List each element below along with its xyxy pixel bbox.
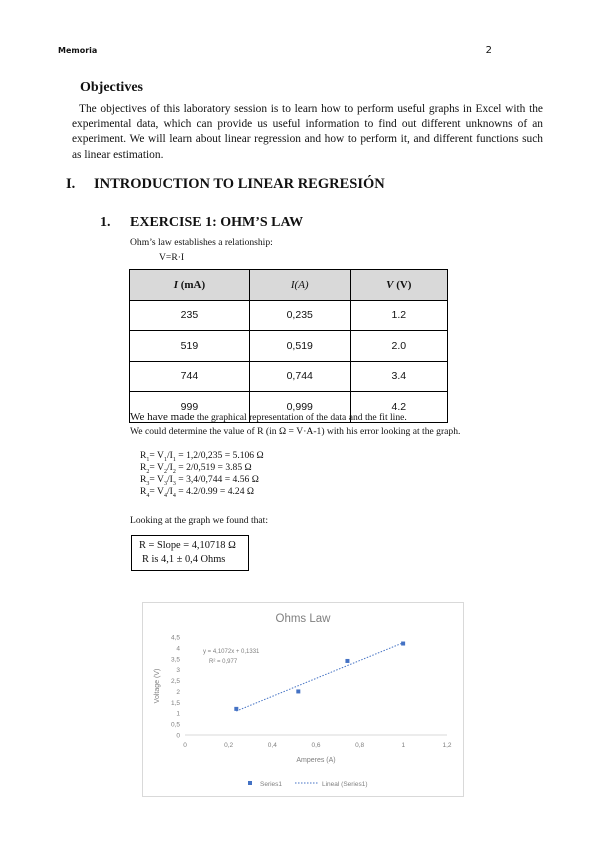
- data-table: [129, 269, 448, 423]
- legend-label-trendline: Lineal (Series1): [322, 781, 368, 788]
- y-tick-label: 2: [176, 688, 180, 696]
- data-point: [234, 707, 238, 711]
- y-axis-title: Voltage (V): [154, 668, 161, 704]
- x-tick-label: 1,2: [442, 742, 452, 749]
- trendline: [236, 643, 403, 711]
- table-cell: 519: [130, 331, 250, 362]
- resistance-calc-1: $R_1= V_1/I_1 = 1,2/0,235 = 5.106$ Ω: [140, 450, 264, 463]
- result-slope: R = Slope = 4,10718 Ω: [139, 540, 236, 551]
- ohms-formula: V=R·I: [159, 252, 185, 263]
- x-tick-label: 0,6: [311, 742, 321, 749]
- resistance-calc-3: $R_3= V_3/I_3 = 3,4/0,744 = 4.56$ Ω: [140, 474, 259, 487]
- y-tick-label: 3,5: [170, 656, 180, 664]
- data-point: [296, 689, 300, 693]
- x-tick-label: 0,2: [224, 742, 234, 749]
- ohms-law-chart: [142, 602, 464, 797]
- table-cell: 1.2: [350, 300, 447, 331]
- table-row: [130, 361, 448, 392]
- data-point: [345, 659, 349, 663]
- x-tick-label: 0: [183, 742, 187, 749]
- table-cell: 4.2: [350, 392, 447, 423]
- table-cell: 744: [130, 361, 250, 392]
- chart-svg: [143, 603, 463, 796]
- conclusion-intro: Looking at the graph we found that:: [130, 515, 269, 526]
- table-header-row: [130, 270, 448, 301]
- y-tick-label: 4,5: [170, 634, 180, 642]
- table-cell: 235: [130, 300, 250, 331]
- table-row: [130, 300, 448, 331]
- table-cell: 3.4: [350, 361, 447, 392]
- objectives-heading: Objectives: [80, 80, 143, 95]
- x-tick-label: 1: [401, 742, 406, 749]
- exercise-heading: [100, 215, 303, 231]
- page-header: [58, 46, 492, 56]
- legend-marker-series1: [248, 781, 252, 785]
- table-cell: 0,519: [249, 331, 350, 362]
- y-tick-label: 0: [176, 732, 180, 740]
- section-number: I.: [66, 176, 76, 192]
- r-squared-label: R² = 0,977: [209, 659, 238, 665]
- column-header-current-a: I(A): [249, 270, 350, 301]
- table-cell: 0,235: [249, 300, 350, 331]
- table-cell: 0,744: [249, 361, 350, 392]
- graph-description-line-1: We have made the graphical representation of the data and the fit line.: [130, 411, 407, 423]
- graph-description-line-2: We could determine the value of R (in Ω = V·A-1) with his error looking at the graph.: [130, 426, 461, 437]
- data-point: [401, 642, 405, 646]
- exercise-title: EXERCISE 1: OHM’S LAW: [130, 215, 304, 230]
- x-tick-label: 0,4: [267, 742, 277, 749]
- exercise-number: 1.: [100, 215, 111, 230]
- resistance-calc-4: $R_4= V_4/I_4 = 4.2/0.99 = 4.24$ Ω: [140, 486, 255, 499]
- y-tick-label: 3: [176, 667, 180, 675]
- table-cell: 999: [130, 392, 250, 423]
- chart-title: Ohms Law: [275, 613, 331, 625]
- exercise-intro: Ohm’s law establishes a relationship:: [130, 237, 273, 248]
- header-title: Memoria: [58, 46, 98, 55]
- result-box: [131, 535, 249, 571]
- x-tick-label: 0,8: [355, 742, 365, 749]
- y-tick-label: 0,5: [170, 721, 180, 729]
- page-number: 2: [485, 45, 492, 56]
- table-cell: 2.0: [350, 331, 447, 362]
- y-tick-label: 2,5: [170, 678, 180, 686]
- resistance-calc-2: $R_2= V_2/I_2 = 2/0,519 = 3.85$ Ω: [140, 462, 252, 475]
- column-header-current-ma: I (mA): [130, 270, 250, 301]
- section-title: INTRODUCTION TO LINEAR REGRESIÓN: [94, 176, 385, 192]
- legend-label-series1: Series1: [260, 781, 283, 788]
- y-tick-label: 1: [176, 710, 180, 718]
- result-value: R is 4,1 ± 0,4 Ohms: [142, 554, 226, 565]
- x-axis-title: Amperes (A): [296, 757, 336, 764]
- section-heading: [66, 176, 385, 193]
- objectives-paragraph: The objectives of this laboratory session is to learn how to perform useful graphs in Excel with the experimental data, which can provide us useful information to find out different unknowns of an experiment. We will learn about linear regression and how to perform it, and different functions such as linear estimation.: [72, 103, 543, 161]
- table-cell: 0,999: [249, 392, 350, 423]
- trendline-equation: y = 4,1072x + 0,1331: [203, 649, 260, 655]
- y-tick-label: 4: [176, 645, 180, 653]
- column-header-voltage: V (V): [350, 270, 447, 301]
- y-tick-label: 1,5: [170, 699, 180, 707]
- table-row: [130, 331, 448, 362]
